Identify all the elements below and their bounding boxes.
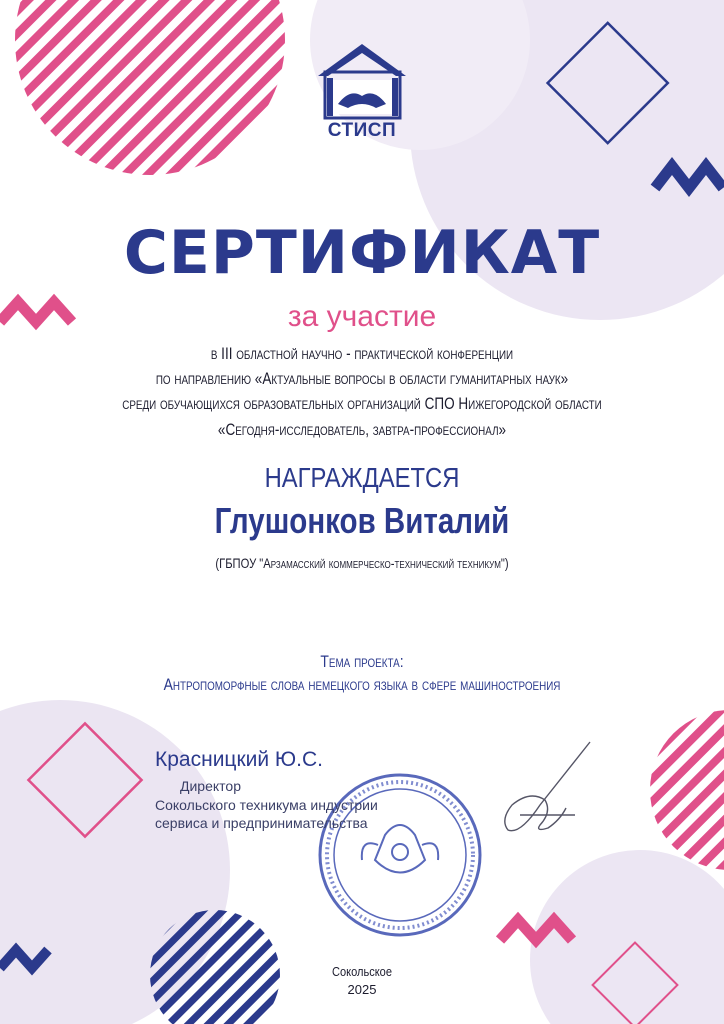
awarded-label: НАГРАЖДАЕТСЯ [264,462,460,493]
year: 2025 [347,982,377,997]
description-line-3: среди обучающихся образовательных организаций СПО Нижегородской области [122,395,602,413]
description-line-1: в III областной научно - практической конференции [210,345,514,363]
signatory-institution-line-1: Сокольского техникума индустрии [155,797,378,813]
certificate-title: СЕРТИФИКАТ [123,218,601,288]
place: Сокольское [332,964,392,979]
signatory-institution-line-2: сервиса и предпринимательства [155,815,368,831]
striped-circle-right [650,710,724,870]
recipient-name: Глушонков Виталий [214,500,510,541]
handwritten-signature-icon [505,742,590,831]
signatory-position: Директор [180,778,241,794]
logo-text: СТИСП [327,120,397,141]
project-topic-label: Тема проекта: [320,652,404,671]
lavender-circle-bottom-right [530,850,724,1024]
signatory-name: Красницкий Ю.С. [155,748,323,771]
project-topic: Антропоморфные слова немецкого языка в сфере машиностроения [163,675,561,694]
zigzag-navy-bottom-left [0,950,48,968]
certificate-subtitle: за участие [287,300,437,333]
description-line-4: «Сегодня-исследователь, завтра-профессионал» [217,421,507,439]
description-line-2: по направлению «Актуальные вопросы в области гуманитарных наук» [155,370,569,388]
recipient-organization: (ГБПОУ "Арзамасский коммерческо-технический техникум") [215,555,509,571]
striped-circle-top-left [15,0,285,175]
